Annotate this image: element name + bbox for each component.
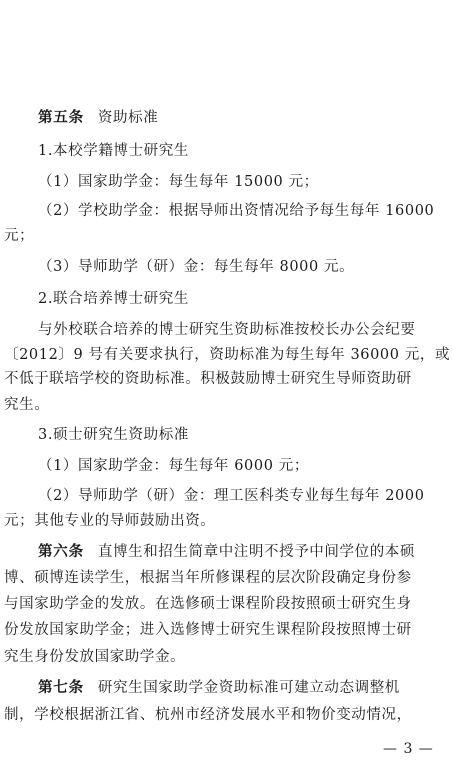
article-6-label: 第六条 (38, 544, 84, 560)
article-5-title: 资助标准 (97, 110, 159, 126)
article-7-line-1 (0, 678, 453, 698)
article-6-line-4: 份发放国家助学金；进入选修博士研究生课程阶段按照博士研 (4, 622, 412, 638)
section-2-paragraph-line-4: 究生。 (4, 397, 50, 413)
section-1-item-3: （3）导师助学（研）金：每生每年 8000 元。 (38, 259, 355, 275)
article-7-text-start: 研究生国家助学金资助标准可建立动态调整机 (97, 680, 400, 696)
article-6-line-5: 究生身份发放国家助学金。 (4, 649, 186, 665)
section-3-item-2-line-1: （2）导师助学（研）金：理工医科类专业每生每年 2000 (38, 488, 425, 504)
section-1-heading: 1.本校学籍博士研究生 (38, 143, 189, 159)
section-3-item-1: （1）国家助学金：每生每年 6000 元； (38, 458, 309, 474)
section-3-heading: 3.硕士研究生资助标准 (38, 427, 189, 443)
section-1-item-2-line-2: 元； (4, 228, 35, 244)
section-2-heading: 2.联合培养博士研究生 (38, 291, 189, 307)
article-6-line-2: 博、硕博连读学生，根据当年所修课程的层次阶段确定身份参 (4, 570, 412, 586)
article-6-line-3: 与国家助学金的发放。在选修硕士课程阶段按照硕士研究生身 (4, 596, 412, 612)
section-2-paragraph-line-3: 不低于联培学校的资助标准。积极鼓励博士研究生导师资助研 (4, 371, 412, 387)
article-6-text-start: 直博生和招生简章中注明不授予中间学位的本硕 (97, 544, 416, 560)
section-1-item-1: （1）国家助学金：每生每年 15000 元； (38, 174, 319, 190)
article-5-heading-line (0, 108, 453, 128)
article-7-line-2: 制，学校根据浙江省、杭州市经济发展水平和物价变动情况， (4, 707, 412, 723)
section-2-paragraph-line-2: 〔2012〕9 号有关要求执行，资助标准为每生每年 36000 元，或 (4, 347, 451, 363)
article-6-line-1 (0, 542, 453, 562)
section-1-item-2-line-1: （2）学校助学金：根据导师出资情况给予每生每年 16000 (38, 203, 435, 219)
article-5-label: 第五条 (38, 110, 84, 126)
section-3-item-2-line-2: 元；其他专业的导师鼓励出资。 (4, 513, 216, 529)
article-7-label: 第七条 (38, 680, 84, 696)
section-2-paragraph-line-1: 与外校联合培养的博士研究生资助标准按校长办公会纪要 (38, 322, 416, 338)
page-number: — 3 — (383, 741, 434, 757)
